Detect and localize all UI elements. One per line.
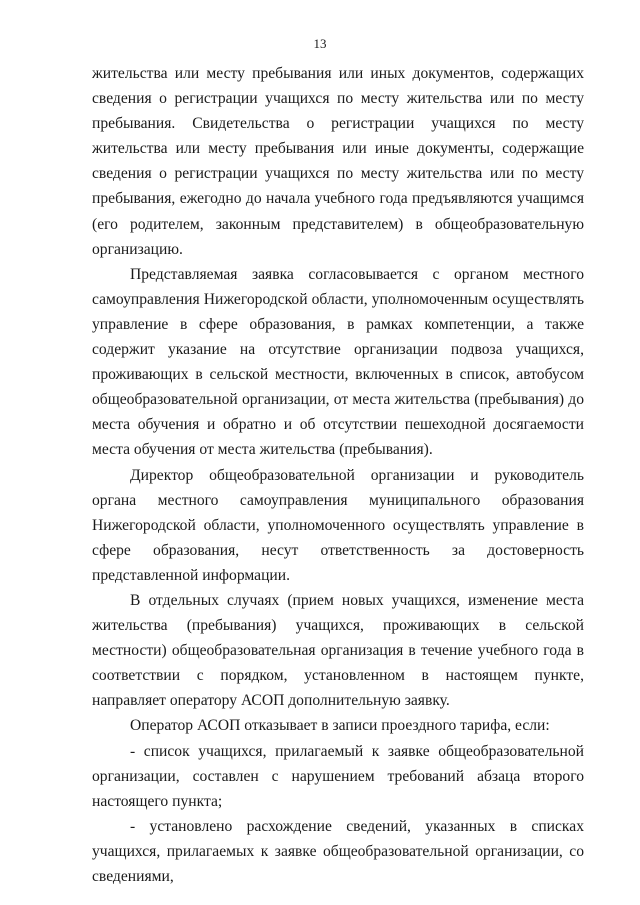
document-body	[92, 61, 584, 889]
paragraph-responsibility: Директор общеобразовательной организации и руководитель органа местного самоуправления муниципального образования Нижегородской области, уполномоченного осуществлять управление в сфере образования, несут ответственность за достоверность представленной информации.	[92, 466, 584, 584]
paragraph-additional-application: В отдельных случаях (прием новых учащихся, изменение места жительства (пребывания) учащихся, проживающих в сельской местности) общеобразовательная организация в течение учебного года в соответствии с порядком, установленном в настоящем пункте, направляет оператору АСОП дополнительную заявку.	[92, 591, 584, 710]
paragraph-application-approval: Представляемая заявка согласовывается с органом местного самоуправления Нижегородской области, уполномоченным осуществлять управление в сфере образования, в рамках компетенции, а также содержит указание на отсутствие организации подвоза учащихся, проживающих в сельской местности, включенных в список, автобусом общеобразовательной организации, от места жительства (пребывания) до места обучения и обратно и об отсутствии пешеходной досягаемости места обучения от места жительства (пребывания).	[92, 265, 584, 459]
paragraph-refusal-conditions: Оператор АСОП отказывает в записи проездного тарифа, если:	[130, 717, 550, 735]
page-number: 13	[313, 36, 327, 51]
list-item-refusal-2: - установлено расхождение сведений, указанных в списках учащихся, прилагаемых к заявке общеобразовательной организации, со сведениями,	[92, 817, 584, 885]
list-item-refusal-1: - список учащихся, прилагаемый к заявке общеобразовательной организации, составлен с нарушением требований абзаца второго настоящего пункта;	[92, 742, 584, 810]
paragraph-continuation: жительства или месту пребывания или иных документов, содержащих сведения о регистрации учащихся по месту жительства или по месту пребывания. Свидетельства о регистрации учащихся по месту жительства или месту пребывания или иные документы, содержащие сведения о регистрации учащихся по месту жительства или по месту пребывания, ежегодно до начала учебного года предъявляются учащимся (его родителем, законным представителем) в общеобразовательную организацию.	[92, 65, 584, 258]
